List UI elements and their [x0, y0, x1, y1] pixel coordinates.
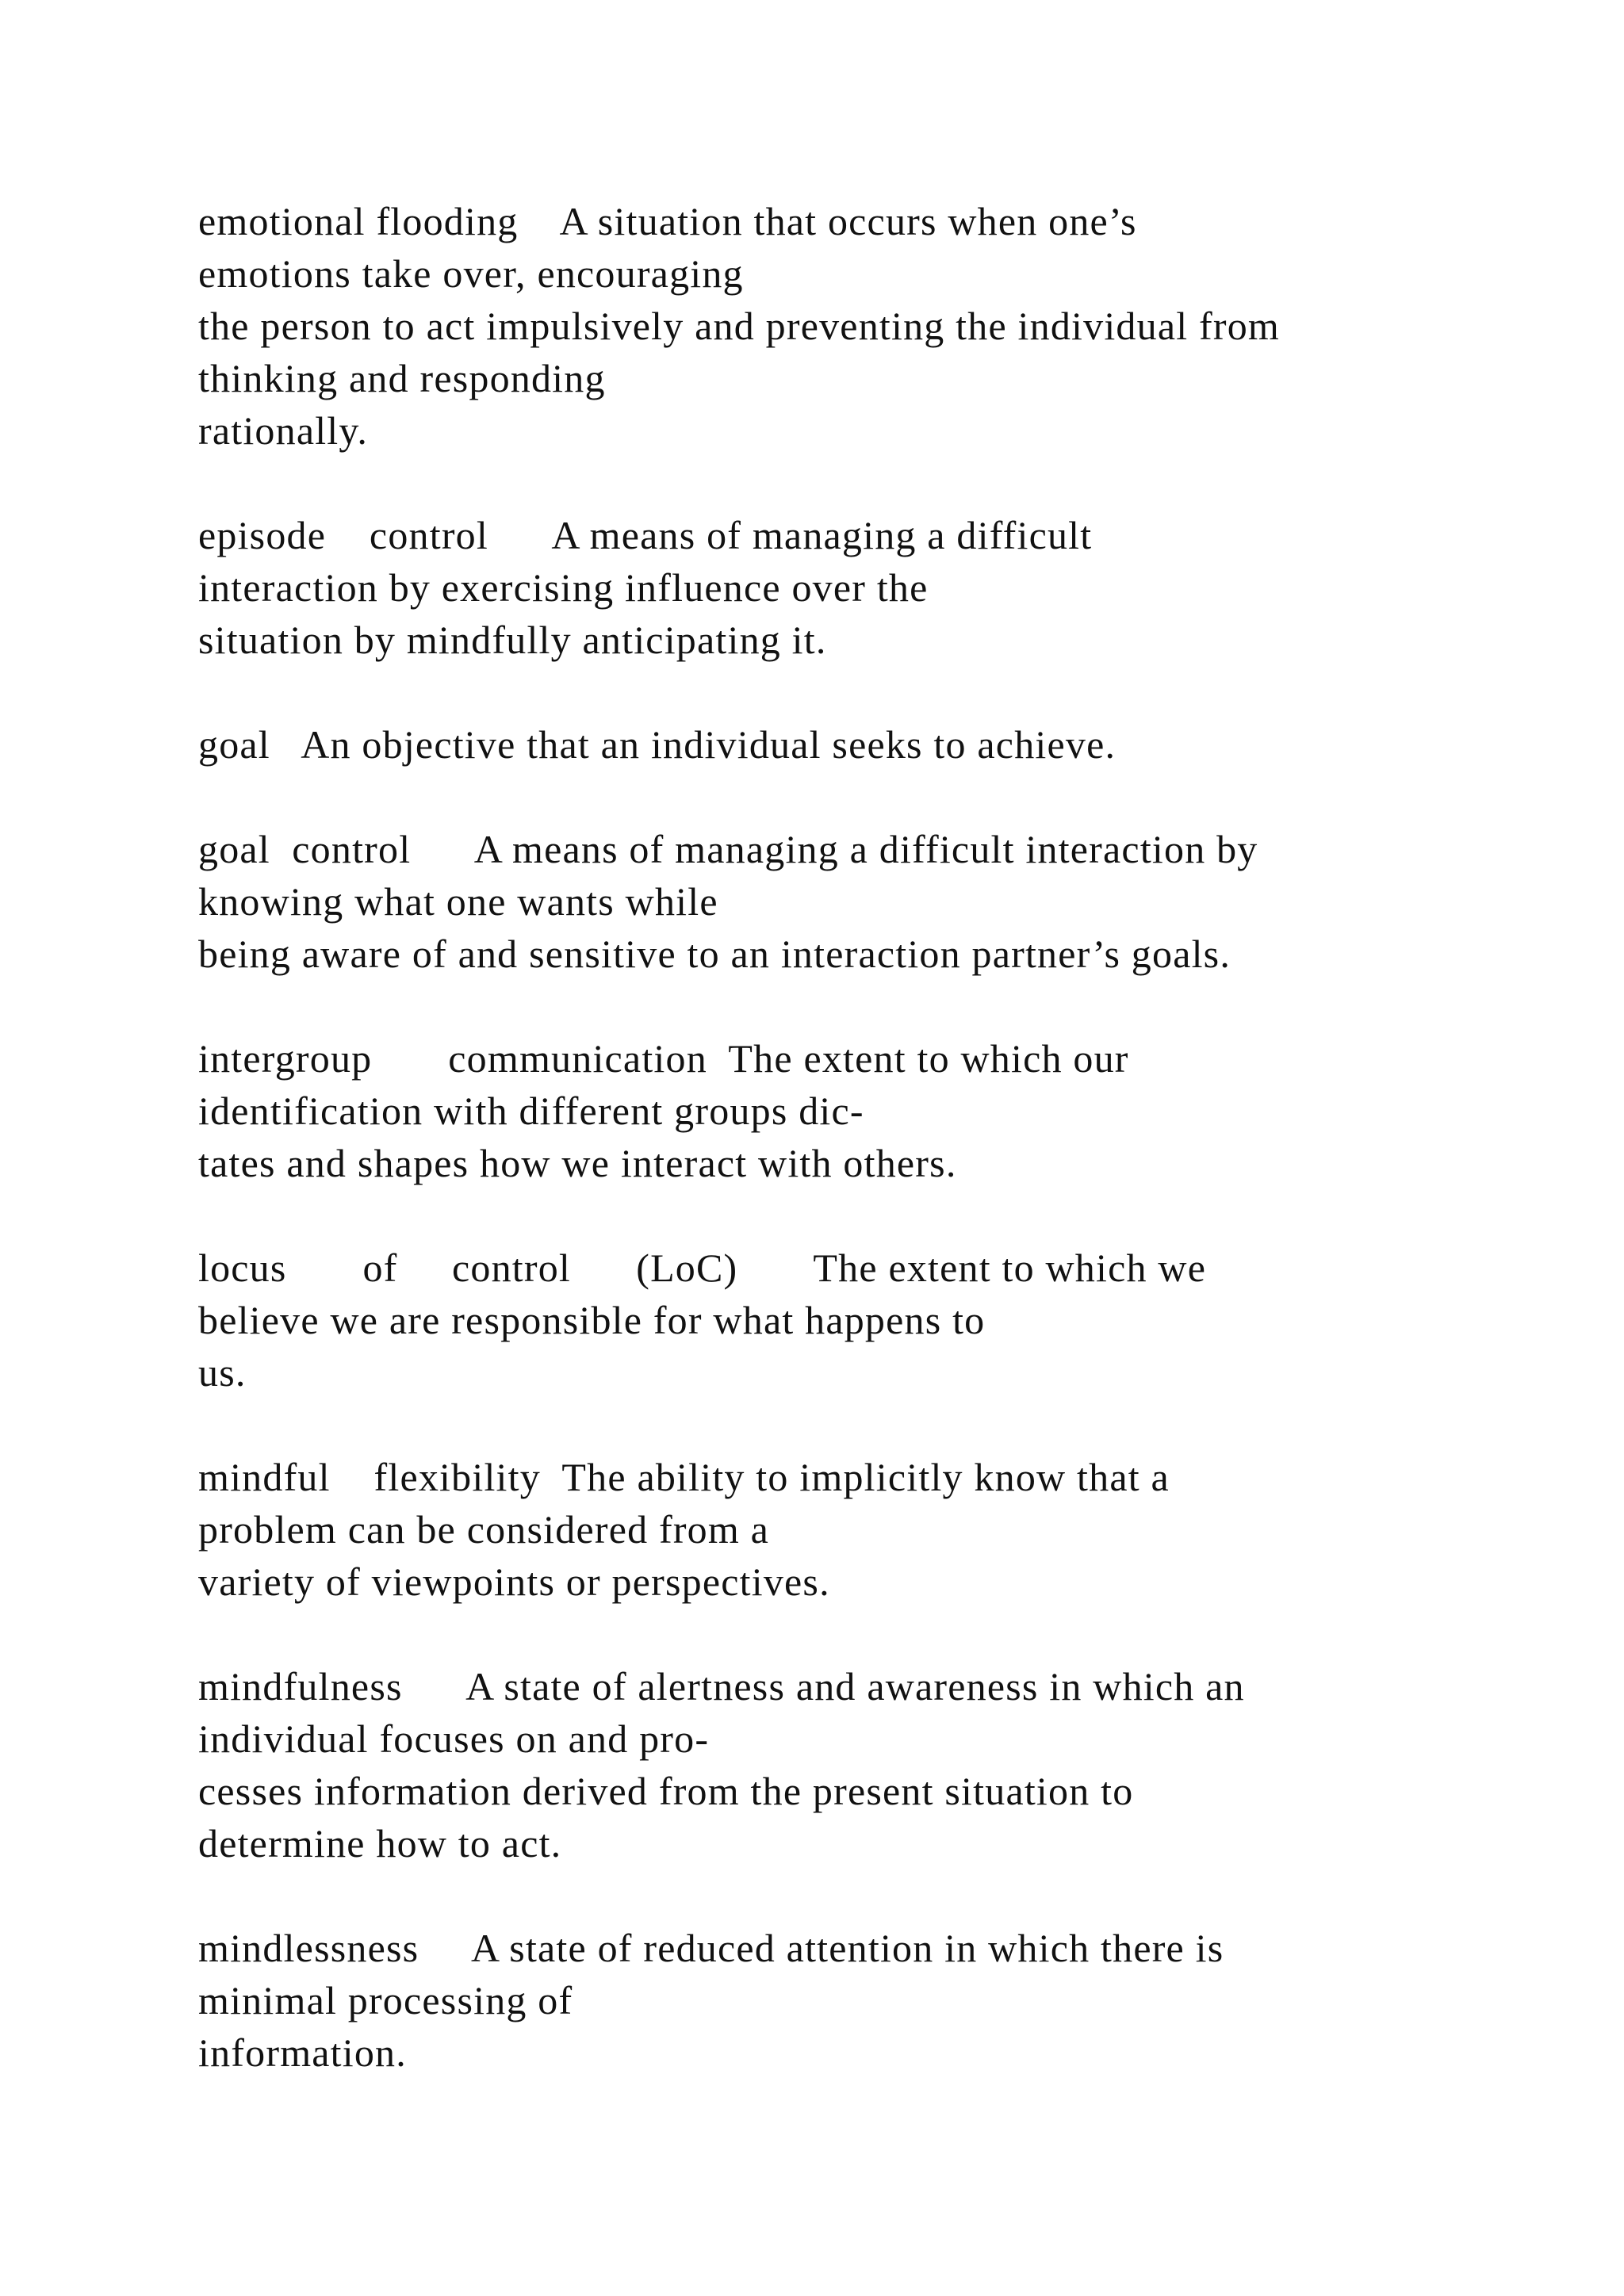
- text-line: goal An objective that an individual seeks to achieve.: [198, 722, 1116, 767]
- text-line: information.: [198, 2030, 407, 2075]
- glossary-text: [198, 195, 1562, 2131]
- text-line: goal control A means of managing a difficult interaction by: [198, 827, 1258, 871]
- text-line: individual focuses on and pro-: [198, 1716, 710, 1761]
- text-line: interaction by exercising influence over the: [198, 565, 929, 610]
- glossary-entry-locus-of-control: [198, 1242, 1562, 1399]
- text-line: the person to act impulsively and preventing the individual from: [198, 304, 1281, 348]
- glossary-entry-intergroup-communication: [198, 1032, 1562, 1189]
- text-line: thinking and responding: [198, 356, 606, 400]
- text-line: believe we are responsible for what happens to: [198, 1298, 986, 1342]
- text-line: minimal processing of: [198, 1978, 573, 2022]
- glossary-entry-mindlessness: [198, 1922, 1562, 2079]
- glossary-entry-goal-control: [198, 823, 1562, 980]
- text-line: cesses information derived from the present situation to: [198, 1769, 1134, 1813]
- text-line: mindlessness A state of reduced attention in which there is: [198, 1926, 1224, 1970]
- text-line: us.: [198, 1350, 247, 1395]
- text-line: locus of control (LoC) The extent to which we: [198, 1246, 1207, 1290]
- text-line: intergroup communication The extent to which our: [198, 1036, 1129, 1081]
- glossary-entry-episode-control: [198, 509, 1562, 666]
- text-line: situation by mindfully anticipating it.: [198, 618, 827, 662]
- text-line: problem can be considered from a: [198, 1507, 770, 1552]
- text-line: mindfulness A state of alertness and awareness in which an: [198, 1664, 1245, 1709]
- text-line: determine how to act.: [198, 1821, 562, 1866]
- text-line: episode control A means of managing a difficult: [198, 513, 1093, 557]
- glossary-entry-goal: [198, 718, 1562, 771]
- glossary-entry-mindfulness: [198, 1660, 1562, 1869]
- text-line: emotions take over, encouraging: [198, 251, 744, 296]
- text-line: being aware of and sensitive to an interaction partner’s goals.: [198, 932, 1231, 976]
- text-line: mindful flexibility The ability to implicitly know that a: [198, 1455, 1170, 1499]
- text-line: variety of viewpoints or perspectives.: [198, 1559, 830, 1604]
- glossary-entry-mindful-flexibility: [198, 1451, 1562, 1608]
- glossary-entry-emotional-flooding: [198, 195, 1562, 457]
- text-line: tates and shapes how we interact with others.: [198, 1141, 957, 1185]
- text-line: rationally.: [198, 408, 369, 453]
- text-line: emotional flooding A situation that occurs when one’s: [198, 199, 1137, 243]
- text-line: knowing what one wants while: [198, 879, 718, 924]
- text-line: identification with different groups dic-: [198, 1089, 864, 1133]
